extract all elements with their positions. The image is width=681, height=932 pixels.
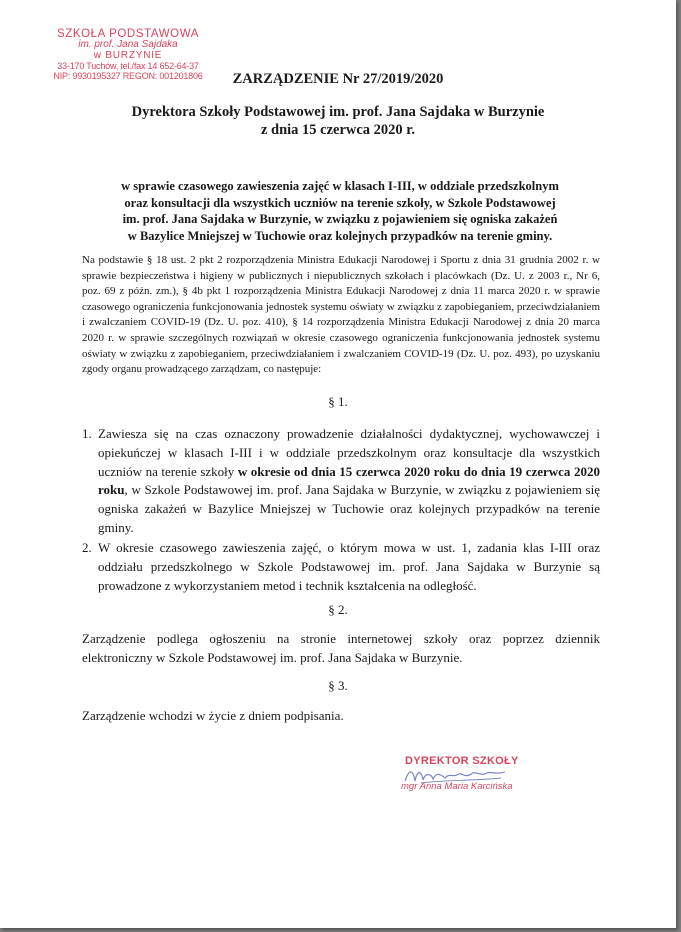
subtitle-date: z dnia 15 czerwca 2020 r. — [260, 122, 416, 138]
section-3-text: Zarządzenie wchodzi w życie z dniem podpisania. — [82, 708, 344, 723]
section-1-heading: § 1. — [328, 394, 348, 409]
stamp-patron: im. prof. Jana Sajdaka — [78, 39, 178, 51]
item-number: 2. — [82, 540, 92, 555]
director-signature-stamp — [395, 755, 545, 792]
item-text: W okresie czasowego zawieszenia zajęć, o którym mowa w ust. 1, zadania klas I-III oraz oddziału przedszkolnego w Szkole Podstawowej im. prof. Jana Sajdaka w Burzynie są prowadzone z wykorzystaniem metod i technik kształcenia na odległość. — [98, 540, 600, 593]
subtitle-issuer: Dyrektora Szkoły Podstawowej im. prof. Jana Sajdaka w Burzynie — [131, 104, 545, 120]
subject-line: oraz konsultacji dla wszystkich uczniów na terenie szkoły, w Szkole Podstawowej — [124, 195, 556, 210]
stamp-address: 33-170 Tuchów, tel./fax 14 652-64-37 — [57, 61, 199, 72]
document-title: ZARZĄDZENIE Nr 27/2019/2020 — [232, 71, 444, 87]
section-1-item-1 — [82, 425, 600, 538]
stamp-school-name: SZKOŁA PODSTAWOWA — [56, 28, 200, 40]
section-1-item-2 — [82, 539, 600, 595]
legal-basis-preamble: Na podstawie § 18 ust. 2 pkt 2 rozporządzenia Ministra Edukacji Narodowej i Sportu z dnia 31 grudnia 2002 r. w sprawie bezpieczeństwa i higieny w publicznych i niepublicznych szkołach i placówkach (Dz. U. z 2003 r., Nr 6, poz. 69 z późn. zm.), § 4b pkt 1 rozporządzenia Ministra Edukacji Narodowej z dnia 11 marca 2020 r. w sprawie czasowego ograniczenia funkcjonowania jednostek systemu oświaty w związku z zapobieganiem, przeciwdziałaniem i zwalczaniem COVID-19 (Dz. U. poz. 410), § 14 rozporządzenia Ministra Edukacji Narodowej z dnia 20 marca 2020 r. w sprawie szczególnych rozwiązań w okresie czasowego ograniczenia funkcjonowania jednostek systemu oświaty w związku z zapobieganiem, przeciwdziałaniem i zwalczaniem COVID-19 (Dz. U. poz. 493), po uzyskaniu zgody organu prowadzącego zarządzam, co następuje: — [82, 254, 600, 376]
signature-role: DYREKTOR SZKOŁY — [405, 755, 519, 767]
subject-line: w sprawie czasowego zawieszenia zajęć w klasach I-III, w oddziale przedszkolnym — [121, 179, 559, 193]
stamp-location: w BURZYNIE — [93, 49, 163, 61]
item-text: Zawiesza się na czas oznaczony prowadzenie działalności dydaktycznej, wychowawczej i opiekuńczej w klasach I-III i w oddziale przedszkolnym oraz konsultacje dla wszystkich uczniów na terenie szkoły w okresie od dnia 15 czerwca 2020 roku do dnia 19 czerwca 2020 roku, w Szkole Podstawowej im. prof. Jana Sajdaka w Burzynie, w związku z pojawieniem się ogniska zakażeń w Bazylice Mniejszej w Tuchowie oraz kolejnych przypadków na terenie gminy. — [98, 426, 600, 535]
section-2-text: Zarządzenie podlega ogłoszeniu na stronie internetowej szkoły oraz poprzez dziennik elektroniczny w Szkole Podstawowej im. prof. Jana Sajdaka w Burzynie. — [82, 631, 600, 665]
document-subtitle — [0, 103, 676, 139]
section-3-heading: § 3. — [328, 678, 348, 693]
section-2-heading: § 2. — [328, 602, 348, 617]
signature-name: mgr Anna Maria Karcińska — [401, 781, 513, 792]
item-number: 1. — [82, 426, 92, 441]
subject-line: im. prof. Jana Sajdaka w Burzynie, w związku z pojawieniem się ogniska zakażeń — [122, 212, 558, 226]
document-subject — [80, 178, 600, 244]
subject-line: w Bazylice Mniejszej w Tuchowie oraz kolejnych przypadków na terenie gminy. — [127, 228, 553, 243]
stamp-tax-ids: NIP: 9930195327 REGON: 001201806 — [53, 70, 203, 81]
item-period-bold: w okresie od dnia 15 czerwca 2020 roku do dnia 19 czerwca 2020 roku — [98, 463, 600, 498]
